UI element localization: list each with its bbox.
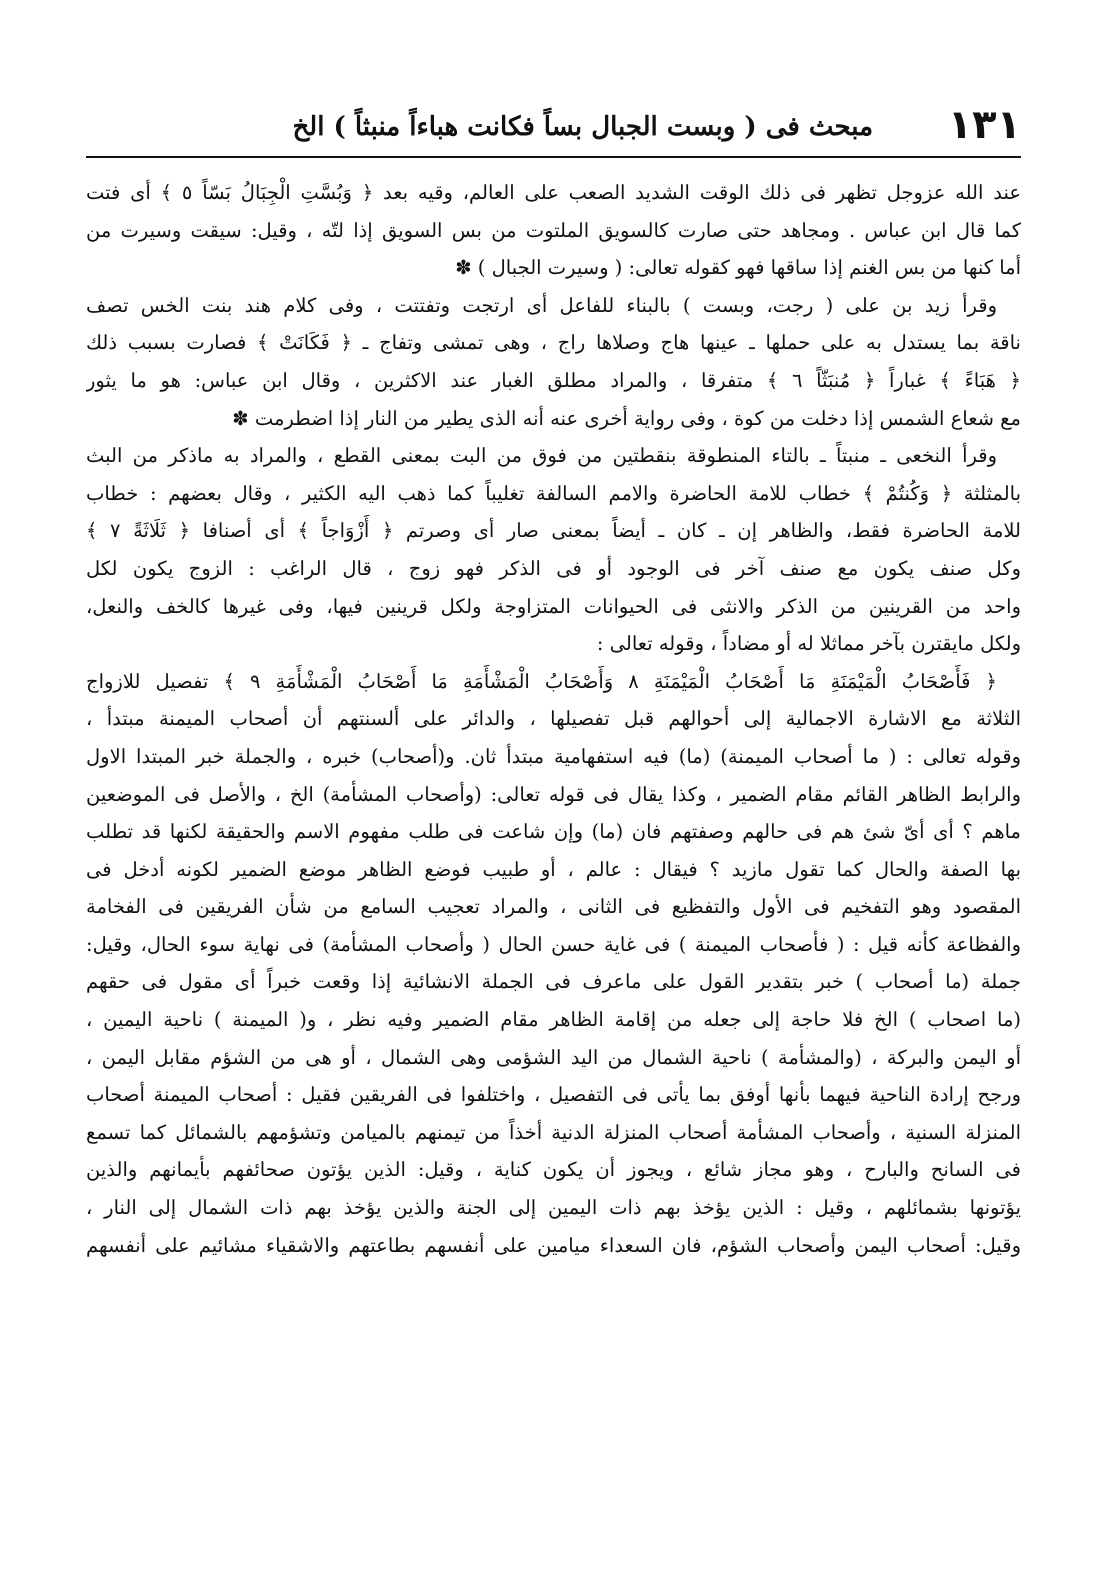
text-line: ﴿ فَأَصْحَابُ الْمَيْمَنَةِ مَا أَصْحَابُ الْمَيْمَنَةِ ٨ وَأَصْحَابُ الْمَشْأَمَةِ مَا أَصْحَابُ الْمَشْأَمَةِ ٩ ﴾ تفصيل للازواج [86, 669, 997, 693]
text-line: بها الصفة والحال كما تقول مازيد ؟ فيقال : عالم ، أو طبيب فوضع الظاهر موضع الضمير لكونه أدخل فى [86, 857, 1021, 881]
text-line: المقصود وهو التفخيم فى الأول والتفظيع فى الثانى ، والمراد تعجيب السامع من شأن الفريقين فى الفخامة [86, 895, 1021, 919]
text-line: وقرأ زيد بن على ( رجت، وبست ) بالبناء للفاعل أى ارتجت وتفتتت ، وفى كلام هند بنت الخس تصف [86, 293, 997, 317]
text-line: ورجح إرادة الناحية فيهما بأنها أوفق بما يأتى فى التفصيل ، واختلفوا فى الفريقين فقيل : أصحاب الميمنة أصحاب [86, 1083, 1021, 1107]
text-line: وقيل: أصحاب اليمن وأصحاب الشؤم، فان السعداء ميامين على أنفسهم بطاعتهم والاشقياء مشائيم على أنفسهم [86, 1233, 1021, 1257]
page-header [86, 100, 1021, 160]
text-line: ناقة بما يستدل به على حملها ـ عينها هاج وصلاها راج ، وهى تمشى وتفاج ـ ﴿ فَكَانَتْ ﴾ فصارت بسبب ذلك [86, 331, 1021, 355]
text-line: للامة الحاضرة فقط، والظاهر إن ـ كان ـ أيضاً بمعنى صار أى وصرتم ﴿ أَزْوَاجاً ﴾ أى أصنافا ﴿ ثَلَاثَةً ٧ ﴾ [86, 519, 1021, 543]
text-line: وكل صنف يكون مع صنف آخر فى الوجود أو فى الذكر فهو زوج ، قال الراغب : الزوج يكون لكل [86, 556, 1021, 580]
text-line: مع شعاع الشمس إذا دخلت من كوة ، وفى رواية أخرى عنه أنه الذى يطير من النار إذا اضطرمت ✽ [232, 406, 1021, 430]
header-rule [86, 156, 1021, 158]
text-line: المنزلة السنية ، وأصحاب المشأمة أصحاب المنزلة الدنية أخذاً من تيمنهم بالميامن وتشؤمهم بالشمائل كما تسمع [86, 1120, 1021, 1144]
text-line: والرابط الظاهر القائم مقام الضمير ، وكذا يقال فى قوله تعالى: (وأصحاب المشأمة) الخ ، والأصل فى الموضعين [86, 782, 1021, 806]
book-page [86, 100, 1021, 1560]
text-line: الثلاثة مع الاشارة الاجمالية إلى أحوالهم قبل تفصيلها ، والدائر على ألسنتهم أن أصحاب الميمنة مبتدأ ، [86, 707, 1021, 731]
text-line: ولكل مايقترن بآخر مماثلا له أو مضاداً ، وقوله تعالى : [596, 632, 1021, 656]
text-line: كما قال ابن عباس . ومجاهد حتى صارت كالسويق الملتوت من بس السويق إذا لتّه ، وقيل: سيقت وسيرت من [86, 218, 1021, 242]
text-line: عند الله عزوجل تظهر فى ذلك الوقت الشديد الصعب على العالم، وقيه بعد ﴿ وَبُسَّتِ الْجِبَالُ بَسّاً ٥ ﴾ أى فتت [86, 181, 1021, 204]
text-line: وقوله تعالى : ( ما أصحاب الميمنة) (ما) فيه استفهامية مبتدأ ثان. و(أصحاب) خبره ، والجملة خبر المبتدا الاول [86, 744, 1021, 768]
text-line: جملة (ما أصحاب ) خبر بتقدير القول على ماعرف فى الجملة الانشائية إذا وقعت خبراً أى مقول فى حقهم [86, 970, 1021, 994]
body-text [86, 174, 1021, 1264]
text-line: ماهم ؟ أى أىّ شئ هم فى حالهم وصفتهم فان (ما) وإن شاعت فى طلب مفهوم الاسم والحقيقة لكنها قد تطلب [86, 820, 1021, 844]
text-line: ﴿ هَبَاءً ﴾ غباراً ﴿ مُنبَثّاً ٦ ﴾ متفرقا ، والمراد مطلق الغبار عند الاكثرين ، وقال ابن عباس: هو ما يثور [86, 368, 1021, 392]
text-line: والفظاعة كأنه قيل : ( فأصحاب الميمنة ) فى غاية حسن الحال ( وأصحاب المشأمة) فى نهاية سوء الحال، وقيل: [86, 932, 1021, 956]
text-line: فى السانح والبارح ، وهو مجاز شائع ، ويجوز أن يكون كناية ، وقيل: الذين يؤتون صحائفهم بأيمانهم والذين [86, 1158, 1021, 1182]
text-line: واحد من القرينين من الذكر والانثى فى الحيوانات المتزاوجة ولكل قرينين فيها، وفى غيرها كالخف والنعل، [86, 594, 1021, 618]
text-line: وقرأ النخعى ـ منبتاً ـ بالتاء المنطوقة بنقطتين من فوق من البت بمعنى القطع ، والمراد به ماذكر من البث [86, 444, 997, 468]
text-line: أو اليمن والبركة ، (والمشأمة ) ناحية الشمال من اليد الشؤمى وهى الشمال ، أو هى من الشؤم مقابل اليمن ، [86, 1045, 1021, 1069]
text-line: يؤتونها بشمائلهم ، وقيل : الذين يؤخذ بهم ذات اليمين إلى الجنة والذين يؤخذ بهم ذات الشمال إلى النار ، [86, 1196, 1021, 1220]
page-number: ١٣١ [947, 102, 1021, 148]
running-title: مبحث فى ( وبست الجبال بساً فكانت هباءاً منبثاً ) الخ [292, 112, 873, 142]
text-line: (ما اصحاب ) الخ فلا حاجة إلى جعله من إقامة الظاهر مقام الضمير وفيه نظر ، و( الميمنة ) ناحية اليمين ، [86, 1008, 1021, 1032]
text-line: أما كنها من بس الغنم إذا ساقها فهو كقوله تعالى: ( وسيرت الجبال ) ✽ [455, 256, 1021, 280]
text-line: بالمثلثة ﴿ وَكُنتُمْ ﴾ خطاب للامة الحاضرة والامم السالفة تغليباً كما ذهب اليه الكثير ، وقال بعضهم : خطاب [86, 481, 1021, 505]
